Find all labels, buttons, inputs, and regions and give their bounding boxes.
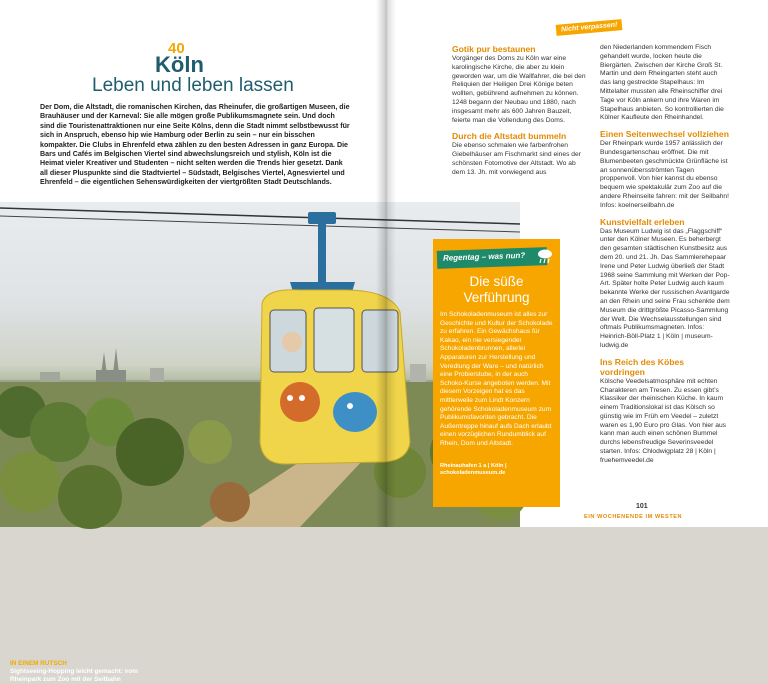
chapter-number: 40 (168, 40, 185, 57)
text-kunst: Das Museum Ludwig ist das „Flaggschiff“ unter den Kölner Museen. Es beherbergt den gesamten städtischen Kunstbesitz aus dem 20. und 21. Jh. Das Sammlerehepaar Irene und Peter Ludwig überließ der Stadt 1968 seine Sammlung mit Werken der Pop-Art. Später holte Peter Ludwig auch kaum bekannte Werke der russischen Avantgarde an den Rhein und seine Frau schenkte dem Museum die drittgrößte Picasso-Sammlung der Welt. Die Wechselausstellungen sind oftmals Publikumsmagneten. Infos: Heinrich-Böll-Platz 1 | Köln | museum-ludwig.de (600, 227, 730, 349)
heading-koebes: Ins Reich des Köbes vordringen (600, 356, 685, 377)
heading-seitenwechsel: Einen Seitenwechsel vollziehen (600, 129, 729, 140)
text-stapelhaus: den Niederlanden kommendem Fisch gehandelt wurde, locken heute die Biergärten. Zwischen der Kirche Groß St. Martin und dem Rheingarten steht auch das lang gestreckte Stapelhaus: Im Mittelalter mussten alle Rheinschiffer drei Tage vor Köln ankern und ihre Waren im Stapelhaus anbieten. So kontrollierten die Kölner Kaufleute den Rheinhandel. (600, 44, 724, 122)
right-column-2 (600, 44, 730, 472)
text-altstadt: Die ebenso schmalen wie farbenfrohen Giebelhäuser am Fischmarkt sind eines der schönsten Fotomotive der Altstadt. Wo ab dem 13. Jh. mit vorwiegend aus (452, 142, 581, 176)
rain-box-info: Rheinauhafen 1 a | Köln | schokoladenmuseum.de (440, 463, 507, 477)
right-column-1 (452, 44, 587, 184)
heading-gotik: Gotik pur bestaunen (452, 44, 536, 54)
page-number: 101 (636, 503, 648, 510)
heading-altstadt: Durch die Altstadt bummeln (452, 131, 567, 142)
page-title: Köln (155, 52, 204, 77)
rain-cloud-icon (536, 248, 554, 264)
rain-box-body: Im Schokoladenmuseum ist alles zur Geschichte und Kultur der Schokolade zu erfahren. Ein Gewächshaus für Kakao, ein nie versiegender Schokoladenbrunnen, allerlei Apparaturen zur Herstellung und Veredlung der Ware – und natürlich eine Probierstube, in der auch Schoko-Kurse angeboten werden. Mit diesem Vorzeigen hat es das mittlerweile zum Lindt Konzern gehörende Schokoladenmuseum zum Publikumsfavoriten gebracht. Die Außentreppe hinauf aufs Dach erlaubt einen vorzüglichen Rundumblick auf Rhein, Dom und Altstadt. (440, 311, 553, 447)
heading-kunst: Kunstvielfalt erleben (600, 216, 685, 227)
photo-caption (10, 660, 160, 684)
text-koebes: Kölsche Veedelsatmosphäre mit echten Charakteren am Tresen. Zu essen gibt’s Klassiker der rheinischen Küche. In kaum einem Traditionslokal ist das Kölsch so günstig wie im Früh em Veedel – zuletzt waren es 1,90 Euro pro Glas. Von hier aus kann man auch einen schönen Bummel durchs lebensfreudige Severinsveedel starten. Infos: Chlodwigplatz 28 | Köln | fruehemveedel.de (600, 377, 727, 464)
page-subtitle: Leben und leben lassen (92, 75, 294, 96)
running-title: EIN WOCHENENDE IM WESTEN (584, 514, 683, 520)
tip-tag: Nicht verpassen! (556, 19, 623, 36)
caption-text: Sightseeing-Hopping leicht gemacht: vom Rheinpark zum Zoo mit der Seilbahn (10, 668, 138, 683)
caption-heading: IN EINEM RUTSCH (10, 660, 67, 667)
text-gotik: Vorgänger des Doms zu Köln war eine karolingische Kirche, die aber zu klein geworden war, um die Wallfahrer, die bei den Reliquien der Heiligen Drei Könige beten wollten, gebührend aufnehmen zu können. 1248 begann der Neubau und 1880, nach insgesamt mehr als 600 Jahren Bauzeit, feierte man die Vollendung des Doms. (452, 55, 586, 124)
rain-day-tag: Regentag – was nun? (437, 247, 548, 269)
intro-paragraph: Der Dom, die Altstadt, die romanischen Kirchen, das Rheinufer, die großartigen Museen, die Brauhäuser und der Karneval: Sie alle mögen große Publikumsmagnete sein. Und doch sind die Touristenattraktionen nur eine Seite Kölns, denn die Stadt nimmt selbstbewusst für sich in Anspruch, ebenso hip wie Hamburg oder Berlin zu sein – nur ein bisschen kompakter. Die Clubs in Ehrenfeld etwa zählen zu den besten Adressen in ganz Europa. Die Bars und Cafés im Belgischen Viertel sind abwechslungsreich und stylish, Köln ist die Heimat vieler Kreativer und Studenten – nicht selten werden die Trends hier gesetzt. Dank all dieser Pluspunkte sind die Stadtviertel – Südstadt, Belgisches Viertel, Agnesviertel und Ehrenfeld – die eigentlichen Sehenswürdigkeiten der viertgrößten Stadt Deutschlands. (40, 103, 350, 187)
rain-box-title: Die süße Verführung (463, 274, 530, 305)
text-seitenwechsel: Der Rheinpark wurde 1957 anlässlich der Bundesgartenschau eröffnet. Die mit Blumenbeeten geschmückte Grünfläche ist an sonnenübersströmten Tagen proppenvoll. Von hier kannst du ebenso bequem wie spektakulär zum Zoo auf die andere Rheinseite fahren: mit der Seilbahn! Infos: koelnerseilbahn.de (600, 140, 729, 209)
